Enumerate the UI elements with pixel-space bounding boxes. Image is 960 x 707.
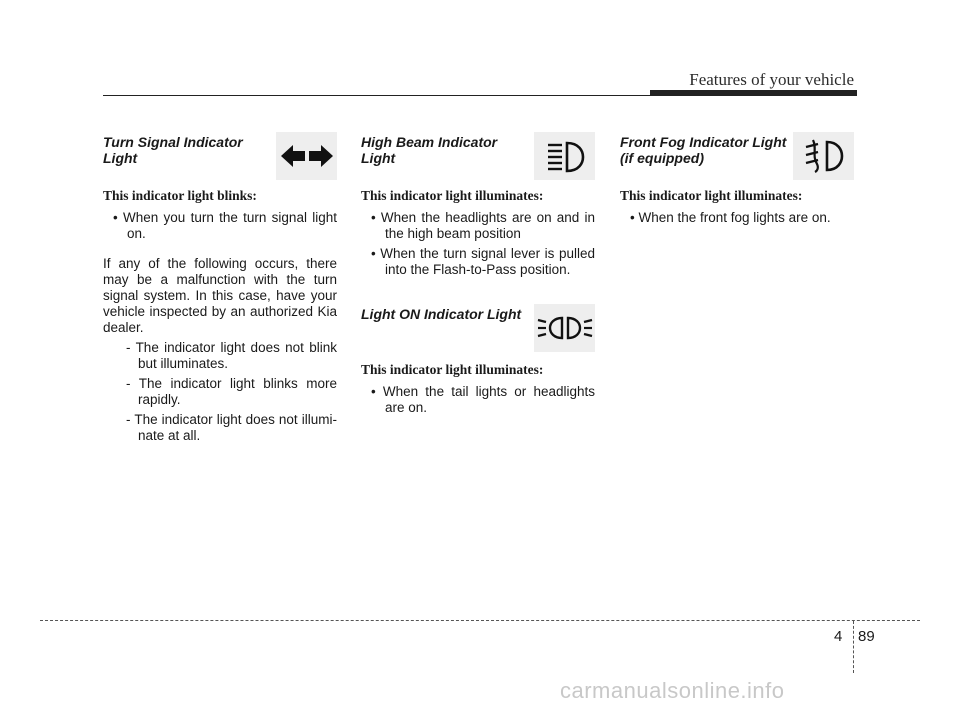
- bullet-item: • When the front fog lights are on.: [630, 210, 831, 225]
- front-fog-section: [620, 132, 854, 230]
- section-title: Front Fog Indicator Light (if equipped): [620, 134, 787, 166]
- bullet-item: • When the tail lights or headlights are on.: [371, 384, 595, 415]
- front-fog-light-icon: [793, 132, 854, 180]
- chapter-number: 4: [834, 628, 843, 645]
- page-number: [834, 628, 875, 645]
- header-rule: [103, 95, 655, 96]
- header-title: Features of your vehicle: [689, 70, 854, 89]
- watermark: carmanualsonline.info: [560, 678, 785, 703]
- header-rule-accent: [650, 90, 857, 96]
- page-number-value: 89: [858, 628, 875, 645]
- lead-text: This indicator light blinks:: [103, 188, 257, 203]
- lead-text: This indicator light illuminates:: [620, 188, 803, 203]
- section-header: [103, 132, 337, 182]
- sub-item: - The indicator light does not illumi-nate at all.: [126, 412, 337, 443]
- high-beam-icon: [534, 132, 595, 180]
- section-header: [620, 132, 854, 182]
- turn-signal-arrows-icon: [276, 132, 337, 180]
- sub-item: - The indicator light blinks more rapidly.: [126, 376, 337, 407]
- lead-text: This indicator light illuminates:: [361, 362, 544, 377]
- high-beam-section: [361, 132, 595, 420]
- bullet-item: • When the headlights are on and in the high beam position: [371, 210, 595, 241]
- section-header: [361, 132, 595, 182]
- bullet-item: • When the turn signal lever is pulled into the Flash-to-Pass position.: [371, 246, 595, 277]
- section-title: High Beam Indicator Light: [361, 134, 498, 166]
- section-title: Turn Signal Indicator Light: [103, 134, 243, 166]
- sub-item: - The indicator light does not blink but illuminates.: [126, 340, 337, 371]
- paragraph: If any of the following occurs, there may be a malfunction with the turn signal system. In this case, have your vehicle inspected by an authorized Kia dealer.: [103, 256, 337, 335]
- section-header: [361, 304, 595, 356]
- lead-text: This indicator light illuminates:: [361, 188, 544, 203]
- turn-signal-section: [103, 132, 337, 448]
- tail-light-icon: [534, 304, 595, 352]
- bullet-item: • When you turn the turn signal light on.: [113, 210, 337, 241]
- section-title: Light ON Indicator Light: [361, 306, 522, 322]
- footer-rule: [40, 620, 920, 621]
